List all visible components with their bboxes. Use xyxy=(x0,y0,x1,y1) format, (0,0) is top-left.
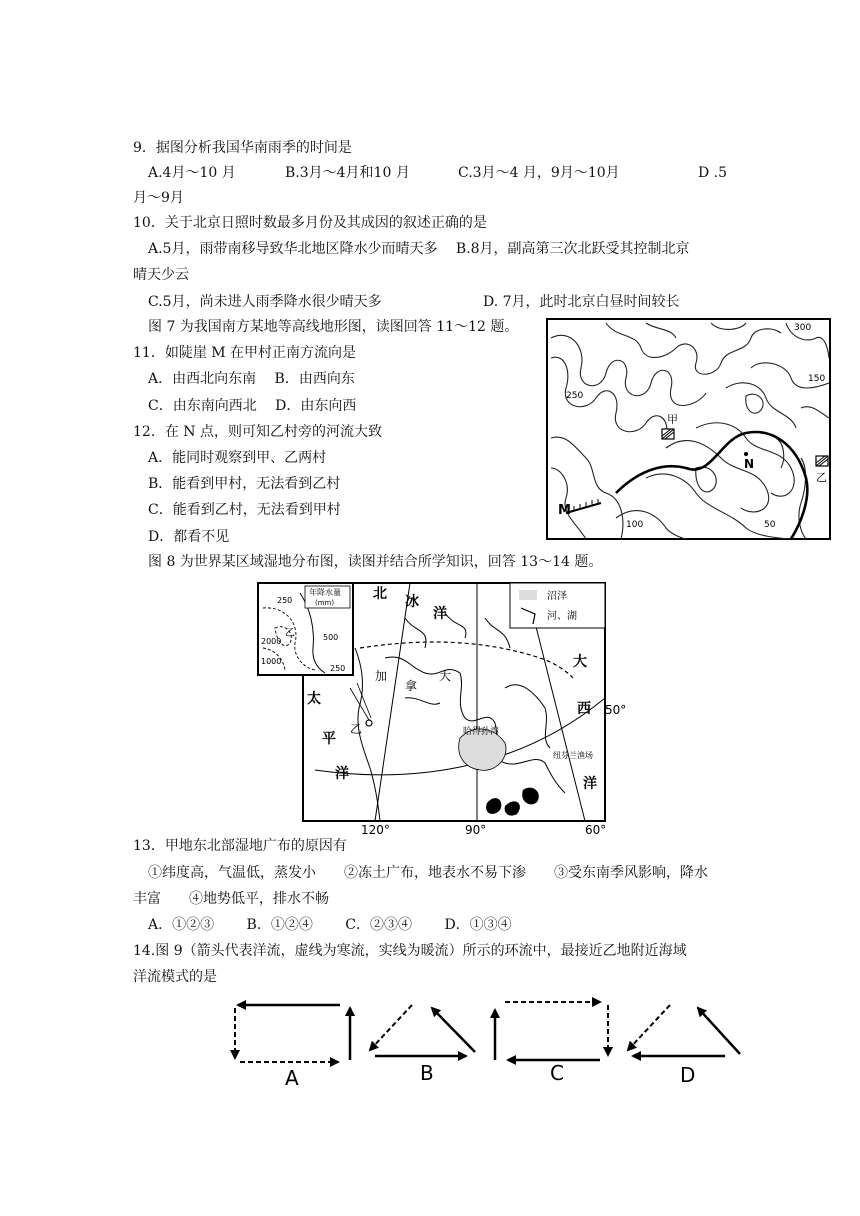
hudson-bay-label: 哈得孙湾 xyxy=(463,727,500,737)
fig7-intro: 图 7 为我国南方某地等高线地形图，读图回答 11～12 题。 xyxy=(148,319,519,335)
diagram-c-label: C xyxy=(550,1061,564,1085)
wetland-map-figure xyxy=(255,578,627,836)
q14-stem-cont: 洋流模式的是 xyxy=(133,969,217,985)
q11-options-cd: C．由东南向西北 D．由东向西 xyxy=(148,398,357,414)
isohyet-1000: 1000 xyxy=(261,657,282,666)
q9-stem: 9．据图分析我国华南雨季的时间是 xyxy=(133,140,352,156)
isohyet-2000: 2000 xyxy=(261,637,282,646)
ocean-label-yang1: 洋 xyxy=(433,606,447,622)
current-diagrams-figure xyxy=(220,990,760,1095)
diagram-c xyxy=(495,1002,608,1060)
village-yi-label: 乙 xyxy=(816,471,827,484)
point-n-marker xyxy=(744,452,748,456)
inset-title: 年降水量 xyxy=(309,588,341,597)
q9-option-d: D .5 xyxy=(698,165,728,181)
contour-label-250: 250 xyxy=(566,391,584,401)
point-n-label: N xyxy=(744,457,755,471)
q12-option-a: A．能同时观察到甲、乙两村 xyxy=(148,450,327,466)
q12-option-b: B．能看到甲村，无法看到乙村 xyxy=(148,476,341,492)
q13-statements: ①纬度高，气温低，蒸发小 ②冻土广布，地表水不易下渗 ③受东南季风影响，降水 xyxy=(148,865,708,881)
q10-option-b-cont: 晴天少云 xyxy=(133,267,189,283)
diagram-b-label: B xyxy=(420,1061,434,1085)
contour-label-300: 300 xyxy=(794,323,812,333)
q9-option-d-cont: 月～9月 xyxy=(133,190,184,206)
longitude-120-label: 120° xyxy=(361,823,390,836)
newfoundland-label: 纽芬兰渔场 xyxy=(553,751,593,760)
q9-option-a: A.4月～10 月 xyxy=(148,165,236,181)
q9-option-c: C.3月～4 月，9月～10月 xyxy=(458,165,620,181)
marsh-legend-swatch xyxy=(519,590,537,600)
ocean-label-yang2: 洋 xyxy=(583,776,597,792)
contour-map-figure xyxy=(546,318,831,540)
country-label-na: 拿 xyxy=(405,679,418,693)
country-label-da: 大 xyxy=(439,669,452,683)
diagram-d-label: D xyxy=(680,1063,696,1087)
contour-label-100: 100 xyxy=(626,520,644,530)
contour-label-150: 150 xyxy=(808,374,826,384)
isohyet-500: 500 xyxy=(323,633,339,642)
q14-stem: 14.图 9（箭头代表洋流，虚线为寒流，实线为暖流）所示的环流中，最接近乙地附近海域 xyxy=(133,943,687,959)
diagram-d xyxy=(628,1005,740,1056)
diagram-a xyxy=(235,1005,350,1062)
diagram-b xyxy=(370,1005,475,1056)
q11-options-ab: A．由西北向东南 B．由西向东 xyxy=(148,371,355,387)
latitude-50-label: 50° xyxy=(605,703,627,717)
contour-label-50: 50 xyxy=(764,520,776,530)
river-legend-label: 河、湖 xyxy=(547,611,577,622)
fig8-intro: 图 8 为世界某区域湿地分布图，读图并结合所学知识，回答 13～14 题。 xyxy=(148,554,603,570)
q11-stem: 11．如陡崖 M 在甲村正南方流向是 xyxy=(133,345,357,361)
diagram-a-label: A xyxy=(285,1066,299,1090)
ocean-label-yang3: 洋 xyxy=(335,766,349,782)
longitude-60-label: 60° xyxy=(585,823,607,836)
point-yi-marker xyxy=(366,720,372,726)
inset-point-yi: 乙 xyxy=(285,628,295,639)
q12-stem: 12．在 N 点，则可知乙村旁的河流大致 xyxy=(133,424,382,440)
map-point-yi: 乙 xyxy=(350,722,363,736)
q9-option-b: B.3月～4月和10 月 xyxy=(285,165,410,181)
q10-stem: 10．关于北京日照时数最多月份及其成因的叙述正确的是 xyxy=(133,215,487,231)
q13-statements-cont: 丰富 ④地势低平，排水不畅 xyxy=(133,891,329,907)
ocean-label-tai: 太 xyxy=(307,691,321,707)
q10-option-c: C.5月，尚未进人雨季降水很少晴天多 xyxy=(148,294,382,310)
ocean-label-xi: 西 xyxy=(577,701,591,717)
country-label-jia: 加 xyxy=(375,669,388,683)
q13-stem: 13．甲地东北部湿地广布的原因有 xyxy=(133,838,347,854)
q13-options: A．①②③ B．①②④ C．②③④ D．①③④ xyxy=(148,917,512,933)
q10-options-ab: A.5月，雨带南移导致华北地区降水少而晴天多 B.8月，副高第三次北跃受其控制北京 xyxy=(148,241,690,257)
village-jia-label: 甲 xyxy=(667,413,678,426)
isohyet-250-bottom: 250 xyxy=(330,664,346,673)
ocean-label-da: 大 xyxy=(573,654,587,670)
longitude-90-label: 90° xyxy=(465,823,487,836)
inset-unit: (mm) xyxy=(315,599,335,607)
q12-option-d: D．都看不见 xyxy=(148,529,230,545)
ocean-label-bing: 冰 xyxy=(405,594,419,610)
marsh-legend-label: 沼泽 xyxy=(547,591,567,602)
q12-option-c: C．能看到乙村，无法看到甲村 xyxy=(148,502,341,518)
isohyet-250-top: 250 xyxy=(277,596,293,605)
q10-option-d: D. 7月，此时北京白昼时间较长 xyxy=(483,294,680,310)
ocean-label-bei: 北 xyxy=(373,586,387,602)
cliff-m-label: M xyxy=(558,503,571,518)
ocean-label-ping: 平 xyxy=(322,731,336,747)
